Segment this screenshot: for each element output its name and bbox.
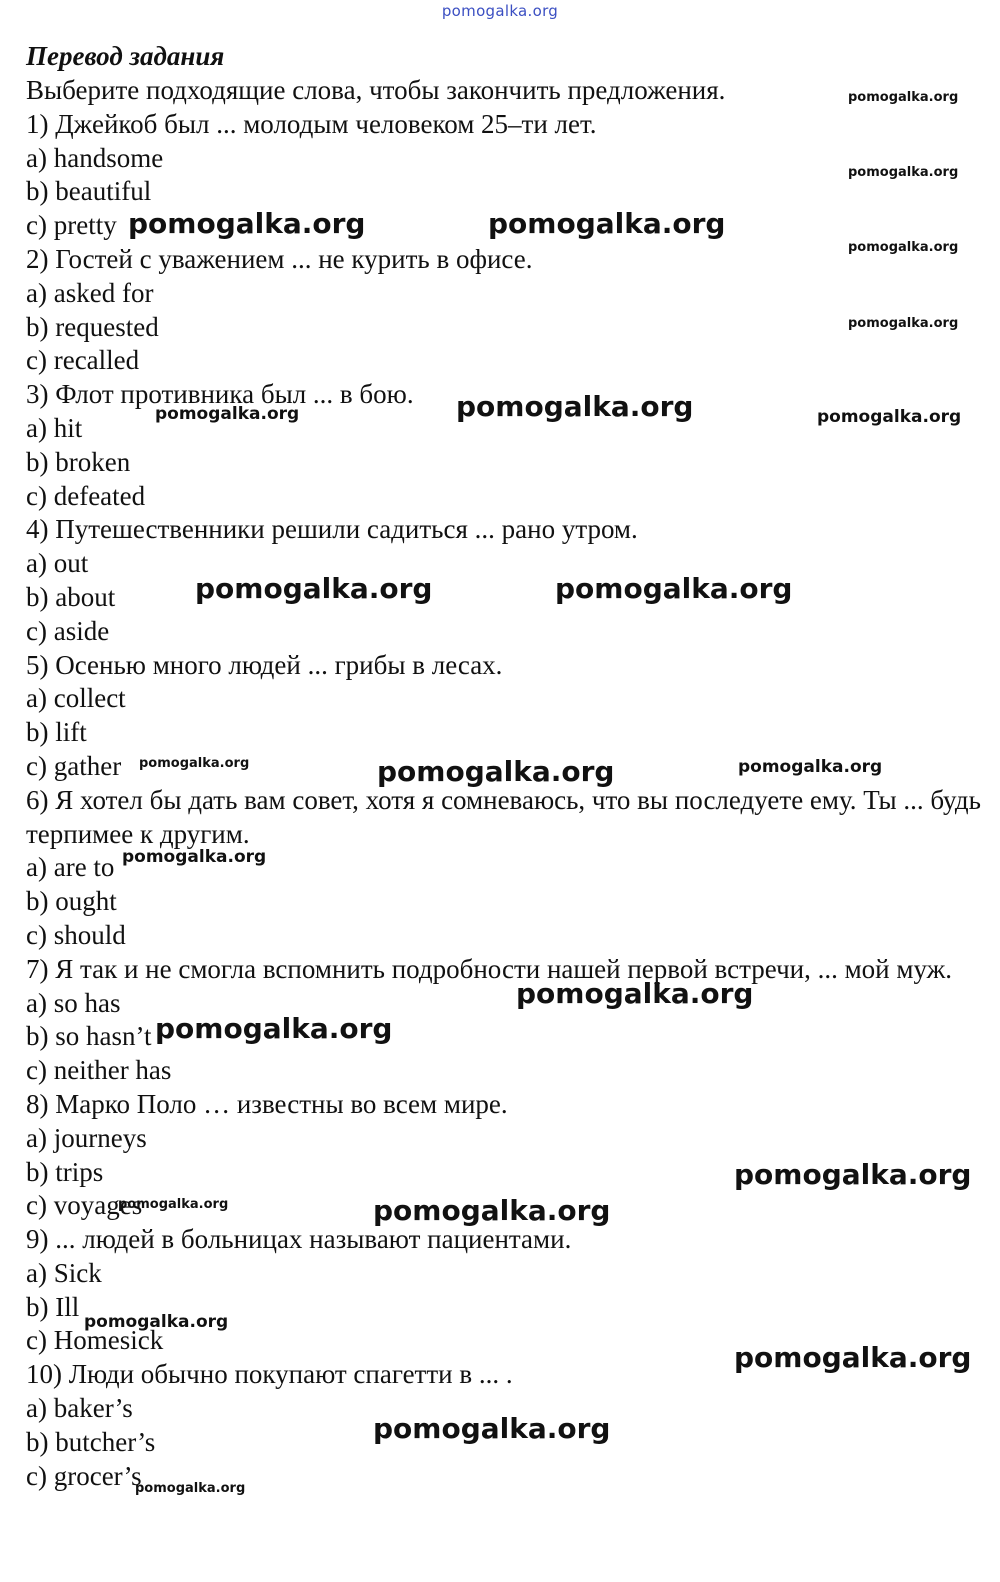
option-c: c) defeated: [26, 480, 146, 511]
option-a: a) collect: [26, 683, 126, 714]
question-6: [26, 784, 991, 953]
watermark: pomogalka.org: [135, 1481, 246, 1496]
watermark: pomogalka.org: [128, 207, 366, 240]
watermark: pomogalka.org: [848, 240, 959, 255]
question-2: [26, 243, 991, 378]
watermark: pomogalka.org: [488, 207, 726, 240]
option-b: b) requested: [26, 311, 159, 342]
question-text: 6) Я хотел бы дать вам совет, хотя я сомневаюсь, что вы последуете ему. Ты ... будь терпимее к другим.: [26, 784, 981, 849]
option-a: a) journeys: [26, 1122, 147, 1153]
watermark: pomogalka.org: [122, 847, 267, 867]
option-a: a) so has: [26, 987, 121, 1018]
option-b: b) trips: [26, 1156, 104, 1187]
option-c: c) gather: [26, 750, 122, 781]
question-9: [26, 1223, 991, 1358]
watermark: pomogalka.org: [516, 977, 754, 1010]
option-b: b) butcher’s: [26, 1426, 156, 1457]
watermark: pomogalka.org: [848, 316, 959, 331]
watermark: pomogalka.org: [555, 572, 793, 605]
watermark: pomogalka.org: [456, 390, 694, 423]
watermark: pomogalka.org: [377, 755, 615, 788]
option-b: b) broken: [26, 446, 131, 477]
option-b: b) about: [26, 581, 116, 612]
question-text: 7) Я так и не смогла вспомнить подробности нашей первой встречи, ... мой муж.: [26, 953, 953, 984]
watermark: pomogalka.org: [848, 90, 959, 105]
option-a: a) baker’s: [26, 1393, 133, 1424]
option-a: a) Sick: [26, 1257, 102, 1288]
option-c: c) voyages: [26, 1190, 143, 1221]
option-b: b) beautiful: [26, 176, 152, 207]
watermark: pomogalka.org: [84, 1312, 229, 1332]
option-a: a) asked for: [26, 277, 154, 308]
option-b: b) Ill: [26, 1291, 80, 1322]
instruction-text: Выберите подходящие слова, чтобы закончить предложения.: [26, 75, 726, 105]
option-b: b) ought: [26, 886, 117, 917]
watermark: pomogalka.org: [848, 165, 959, 180]
option-c: c) pretty: [26, 210, 117, 241]
option-b: b) so hasn’t: [26, 1021, 152, 1052]
question-text: 4) Путешественники решили садиться ... рано утром.: [26, 514, 638, 545]
option-c: c) aside: [26, 615, 110, 646]
watermark: pomogalka.org: [155, 404, 300, 424]
watermark: pomogalka.org: [373, 1412, 611, 1445]
option-a: a) out: [26, 548, 89, 579]
question-4: [26, 513, 991, 648]
question-text: 8) Марко Поло … известны во всем мире.: [26, 1088, 508, 1119]
option-c: c) should: [26, 919, 126, 950]
option-a: a) handsome: [26, 142, 164, 173]
option-b: b) lift: [26, 717, 87, 748]
watermark: pomogalka.org: [734, 1158, 972, 1191]
question-text: 1) Джейкоб был ... молодым человеком 25–ти лет.: [26, 108, 597, 139]
watermark: pomogalka.org: [817, 407, 962, 427]
option-c: c) Homesick: [26, 1325, 164, 1356]
question-text: 5) Осенью много людей ... грибы в лесах.: [26, 649, 503, 680]
watermark: pomogalka.org: [373, 1194, 611, 1227]
page-title: Перевод задания: [26, 41, 225, 71]
question-text: 10) Люди обычно покупают спагетти в ... .: [26, 1359, 513, 1390]
watermark: pomogalka.org: [118, 1197, 229, 1212]
watermark: pomogalka.org: [155, 1012, 393, 1045]
question-text: 2) Гостей с уважением ... не курить в офисе.: [26, 243, 533, 274]
watermark: pomogalka.org: [734, 1341, 972, 1374]
option-c: c) recalled: [26, 345, 140, 376]
question-text: 3) Флот противника был ... в бою.: [26, 379, 414, 410]
option-a: a) are to: [26, 852, 115, 883]
question-text: 9) ... людей в больницах называют пациентами.: [26, 1224, 572, 1255]
option-c: c) neither has: [26, 1055, 172, 1086]
option-a: a) hit: [26, 412, 83, 443]
watermark: pomogalka.org: [195, 572, 433, 605]
option-c: c) grocer’s: [26, 1460, 142, 1491]
top-site-watermark: pomogalka.org: [441, 2, 559, 20]
watermark: pomogalka.org: [738, 757, 883, 777]
watermark: pomogalka.org: [139, 756, 250, 771]
